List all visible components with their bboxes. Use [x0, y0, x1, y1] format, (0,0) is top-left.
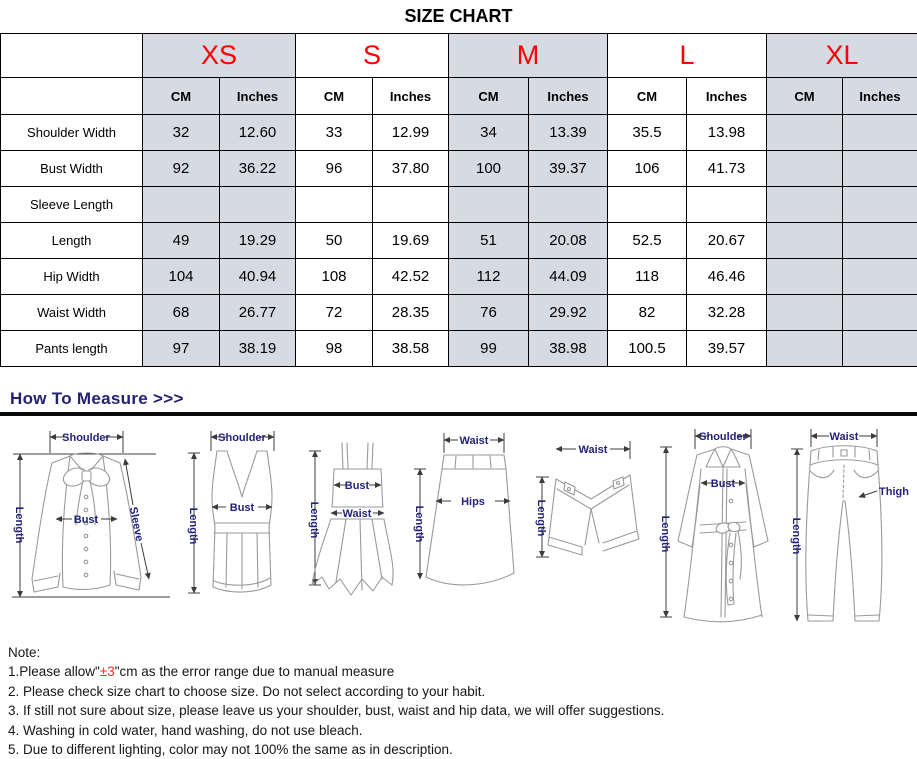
- table-cell: 13.98: [687, 115, 767, 151]
- figure-coat: [656, 427, 784, 629]
- table-row: [1, 295, 917, 331]
- table-cell: [767, 331, 843, 367]
- skirt-hips-label: Hips: [462, 496, 486, 508]
- unit-header: Inches: [843, 78, 917, 115]
- row-label: Shoulder Width: [1, 115, 143, 151]
- corner-cell: [1, 78, 143, 115]
- table-cell: 38.58: [373, 331, 449, 367]
- table-row: [1, 223, 917, 259]
- corner-cell: [1, 34, 143, 78]
- row-label: Length: [1, 223, 143, 259]
- table-cell: 96: [296, 151, 373, 187]
- shorts-waist-label: Waist: [578, 444, 607, 456]
- table-cell: 32.28: [687, 295, 767, 331]
- table-cell: 20.08: [529, 223, 608, 259]
- note-highlight: ±3: [100, 664, 115, 679]
- size-chart-table: [0, 33, 917, 367]
- table-cell: 51: [449, 223, 529, 259]
- table-row: [1, 187, 917, 223]
- table-cell: 12.99: [373, 115, 449, 151]
- pants-waist-label: Waist: [829, 431, 858, 443]
- figure-shorts: [529, 427, 651, 627]
- blouse-bust-label: Bust: [74, 514, 99, 526]
- table-cell: 39.37: [529, 151, 608, 187]
- size-header-s: S: [296, 34, 449, 78]
- table-cell: [767, 151, 843, 187]
- table-row: [1, 115, 917, 151]
- note-line: 5. Due to different lighting, color may not 100% the same as in description.: [8, 740, 917, 759]
- table-cell: 20.67: [687, 223, 767, 259]
- table-cell: [373, 187, 449, 223]
- table-cell: 76: [449, 295, 529, 331]
- table-cell: [843, 331, 917, 367]
- figure-dress: [304, 427, 406, 627]
- table-cell: 106: [608, 151, 687, 187]
- row-label: Pants length: [1, 331, 143, 367]
- table-cell: 100: [449, 151, 529, 187]
- row-label: Hip Width: [1, 259, 143, 295]
- tank-length-label: Length: [187, 508, 199, 545]
- table-cell: [449, 187, 529, 223]
- table-cell: [143, 187, 220, 223]
- table-cell: [843, 151, 917, 187]
- table-cell: 34: [449, 115, 529, 151]
- figure-blouse: [6, 427, 176, 627]
- table-cell: 35.5: [608, 115, 687, 151]
- unit-header: Inches: [373, 78, 449, 115]
- unit-header: CM: [143, 78, 220, 115]
- table-row: [1, 151, 917, 187]
- table-cell: 52.5: [608, 223, 687, 259]
- table-cell: [687, 187, 767, 223]
- blouse-shoulder-label: Shoulder: [62, 432, 110, 444]
- table-cell: 46.46: [687, 259, 767, 295]
- table-cell: 112: [449, 259, 529, 295]
- coat-shoulder-label: Shoulder: [699, 431, 747, 443]
- table-cell: [767, 259, 843, 295]
- table-cell: [843, 187, 917, 223]
- table-cell: [296, 187, 373, 223]
- note-line: 2. Please check size chart to choose size. Do not select according to your habit.: [8, 682, 917, 701]
- table-cell: [843, 115, 917, 151]
- table-cell: 26.77: [220, 295, 296, 331]
- table-cell: 82: [608, 295, 687, 331]
- table-cell: 72: [296, 295, 373, 331]
- unit-header: CM: [767, 78, 843, 115]
- note-line: [8, 662, 917, 681]
- table-cell: 32: [143, 115, 220, 151]
- note-line: 4. Washing in cold water, hand washing, do not use bleach.: [8, 721, 917, 740]
- how-to-measure-heading: How To Measure >>>: [10, 389, 917, 409]
- table-cell: [767, 187, 843, 223]
- table-cell: 97: [143, 331, 220, 367]
- size-header-m: M: [449, 34, 608, 78]
- table-cell: 13.39: [529, 115, 608, 151]
- size-header-xs: XS: [143, 34, 296, 78]
- table-cell: [767, 295, 843, 331]
- pants-thigh-label: Thigh: [879, 486, 909, 498]
- dress-bust-label: Bust: [345, 480, 370, 492]
- table-cell: 29.92: [529, 295, 608, 331]
- size-header-row: [1, 34, 917, 78]
- table-row: [1, 259, 917, 295]
- table-cell: 99: [449, 331, 529, 367]
- table-cell: [220, 187, 296, 223]
- size-header-xl: XL: [767, 34, 917, 78]
- table-cell: 44.09: [529, 259, 608, 295]
- row-label: Bust Width: [1, 151, 143, 187]
- figure-pants: [789, 427, 911, 629]
- table-cell: 68: [143, 295, 220, 331]
- tank-bust-label: Bust: [230, 502, 255, 514]
- table-cell: 28.35: [373, 295, 449, 331]
- table-cell: 50: [296, 223, 373, 259]
- unit-header-row: [1, 78, 917, 115]
- table-cell: [843, 223, 917, 259]
- table-cell: [529, 187, 608, 223]
- table-cell: 41.73: [687, 151, 767, 187]
- table-cell: 38.19: [220, 331, 296, 367]
- notes-title: Note:: [8, 643, 917, 662]
- table-cell: 104: [143, 259, 220, 295]
- note-line: 3. If still not sure about size, please leave us your shoulder, bust, waist and hip data, we will offer suggestions.: [8, 701, 917, 720]
- table-cell: [843, 295, 917, 331]
- unit-header: Inches: [529, 78, 608, 115]
- table-row: [1, 331, 917, 367]
- table-cell: 37.80: [373, 151, 449, 187]
- skirt-waist-label: Waist: [460, 435, 489, 447]
- row-label: Waist Width: [1, 295, 143, 331]
- table-cell: 118: [608, 259, 687, 295]
- pants-length-label: Length: [790, 518, 802, 555]
- unit-header: CM: [296, 78, 373, 115]
- figure-skirt: [411, 427, 523, 627]
- table-cell: 98: [296, 331, 373, 367]
- table-cell: 100.5: [608, 331, 687, 367]
- figure-tank-top: [181, 427, 299, 627]
- table-cell: 12.60: [220, 115, 296, 151]
- note-text: "cm as the error range due to manual measure: [115, 664, 394, 679]
- table-cell: 33: [296, 115, 373, 151]
- table-cell: 38.98: [529, 331, 608, 367]
- dress-length-label: Length: [308, 502, 320, 539]
- table-cell: [843, 259, 917, 295]
- table-cell: 42.52: [373, 259, 449, 295]
- note-text: 1.Please allow": [8, 664, 100, 679]
- table-cell: [767, 223, 843, 259]
- blouse-sleeve-label: Sleeve: [127, 506, 145, 543]
- unit-header: Inches: [687, 78, 767, 115]
- table-cell: 49: [143, 223, 220, 259]
- table-cell: 36.22: [220, 151, 296, 187]
- table-cell: 92: [143, 151, 220, 187]
- table-cell: [608, 187, 687, 223]
- coat-bust-label: Bust: [711, 478, 736, 490]
- notes-section: [8, 643, 917, 759]
- divider-rule: [0, 412, 917, 416]
- skirt-length-label: Length: [413, 506, 425, 543]
- size-header-l: L: [608, 34, 767, 78]
- size-chart-body: [1, 115, 917, 367]
- unit-header: CM: [608, 78, 687, 115]
- table-cell: [767, 115, 843, 151]
- blouse-length-label: Length: [13, 507, 25, 544]
- tank-shoulder-label: Shoulder: [218, 432, 266, 444]
- unit-header: Inches: [220, 78, 296, 115]
- table-cell: 40.94: [220, 259, 296, 295]
- table-cell: 39.57: [687, 331, 767, 367]
- measure-figures: [0, 427, 917, 629]
- dress-waist-label: Waist: [343, 508, 372, 520]
- coat-length-label: Length: [659, 516, 671, 553]
- page-title: SIZE CHART: [0, 6, 917, 33]
- table-cell: 19.29: [220, 223, 296, 259]
- row-label: Sleeve Length: [1, 187, 143, 223]
- table-cell: 108: [296, 259, 373, 295]
- unit-header: CM: [449, 78, 529, 115]
- table-cell: 19.69: [373, 223, 449, 259]
- shorts-length-label: Length: [535, 500, 547, 537]
